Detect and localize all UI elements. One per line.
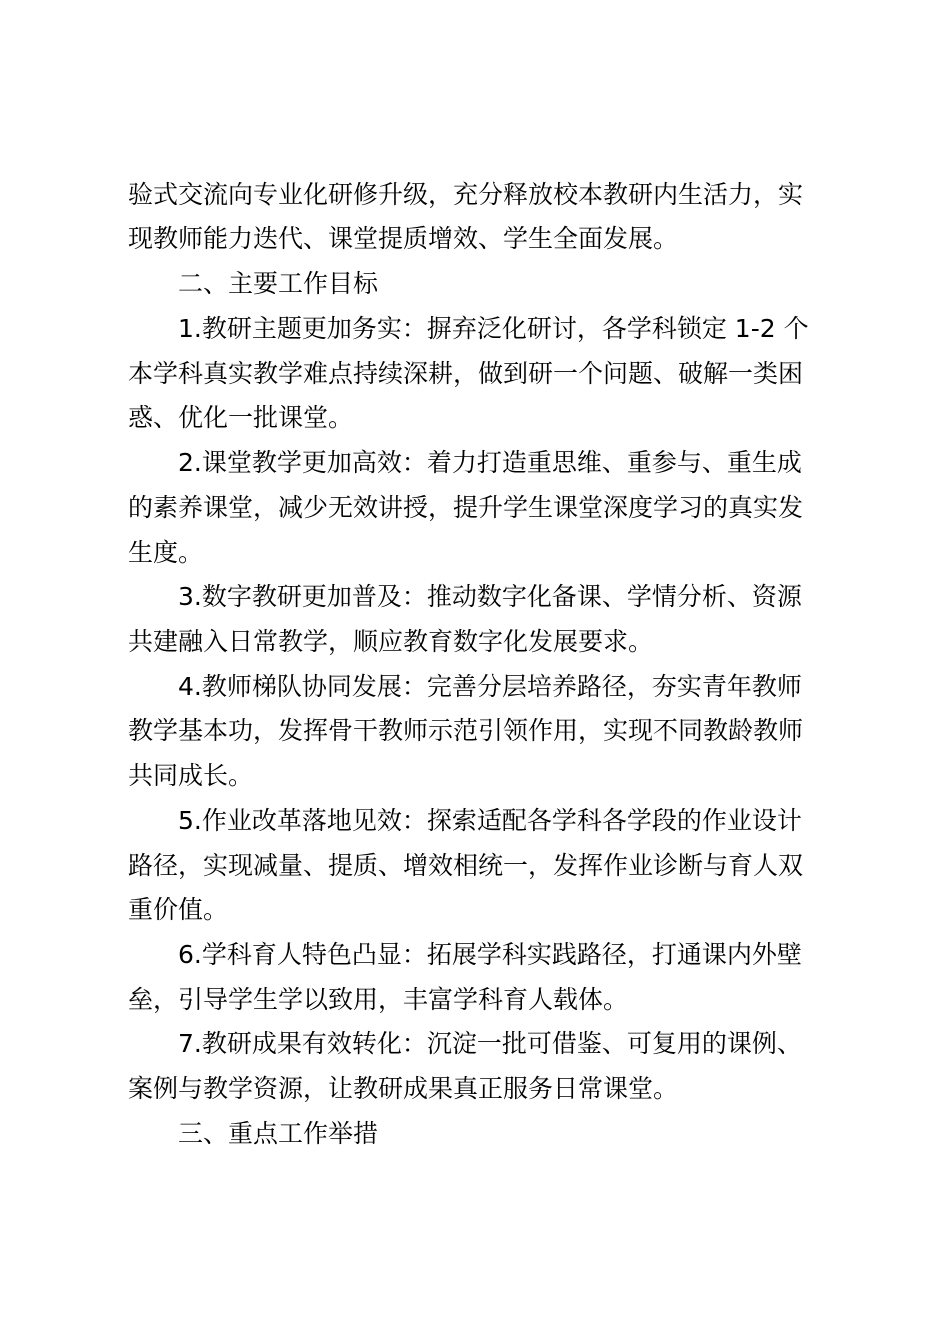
text-line: 垒，引导学生学以致用，丰富学科育人载体。 <box>128 985 629 1014</box>
text-line: 共建融入日常教学，顺应教育数字化发展要求。 <box>128 627 654 656</box>
text-line: 1.教研主题更加务实：摒弃泛化研讨，各学科锁定 1-2 个 <box>178 314 809 343</box>
text-line: 案例与教学资源，让教研成果真正服务日常课堂。 <box>128 1074 679 1103</box>
text-line: 2.课堂教学更加高效：着力打造重思维、重参与、重生成 <box>178 448 802 477</box>
section-heading-2: 二、主要工作目标 <box>178 269 379 298</box>
text-line: 3.数字教研更加普及：推动数字化备课、学情分析、资源 <box>178 582 802 611</box>
text-line: 本学科真实教学难点持续深耕，做到研一个问题、破解一类困 <box>128 359 804 388</box>
text-line: 教学基本功，发挥骨干教师示范引领作用，实现不同教龄教师 <box>128 716 804 745</box>
section-heading-3: 三、重点工作举措 <box>178 1119 379 1148</box>
text-line: 路径，实现减量、提质、增效相统一，发挥作业诊断与育人双 <box>128 851 804 880</box>
text-line: 重价值。 <box>128 895 229 924</box>
text-line: 7.教研成果有效转化：沉淀一批可借鉴、可复用的课例、 <box>178 1029 802 1058</box>
text-line: 生度。 <box>128 538 204 567</box>
text-line: 5.作业改革落地见效：探索适配各学科各学段的作业设计 <box>178 806 802 835</box>
text-line: 的素养课堂，减少无效讲授，提升学生课堂深度学习的真实发 <box>128 493 804 522</box>
text-line: 现教师能力迭代、课堂提质增效、学生全面发展。 <box>128 224 679 253</box>
text-line: 4.教师梯队协同发展：完善分层培养路径，夯实青年教师 <box>178 672 802 701</box>
text-line: 惑、优化一批课堂。 <box>128 403 354 432</box>
text-line: 6.学科育人特色凸显：拓展学科实践路径，打通课内外壁 <box>178 940 802 969</box>
text-line: 验式交流向专业化研修升级，充分释放校本教研内生活力，实 <box>128 180 804 209</box>
text-line: 共同成长。 <box>128 761 254 790</box>
